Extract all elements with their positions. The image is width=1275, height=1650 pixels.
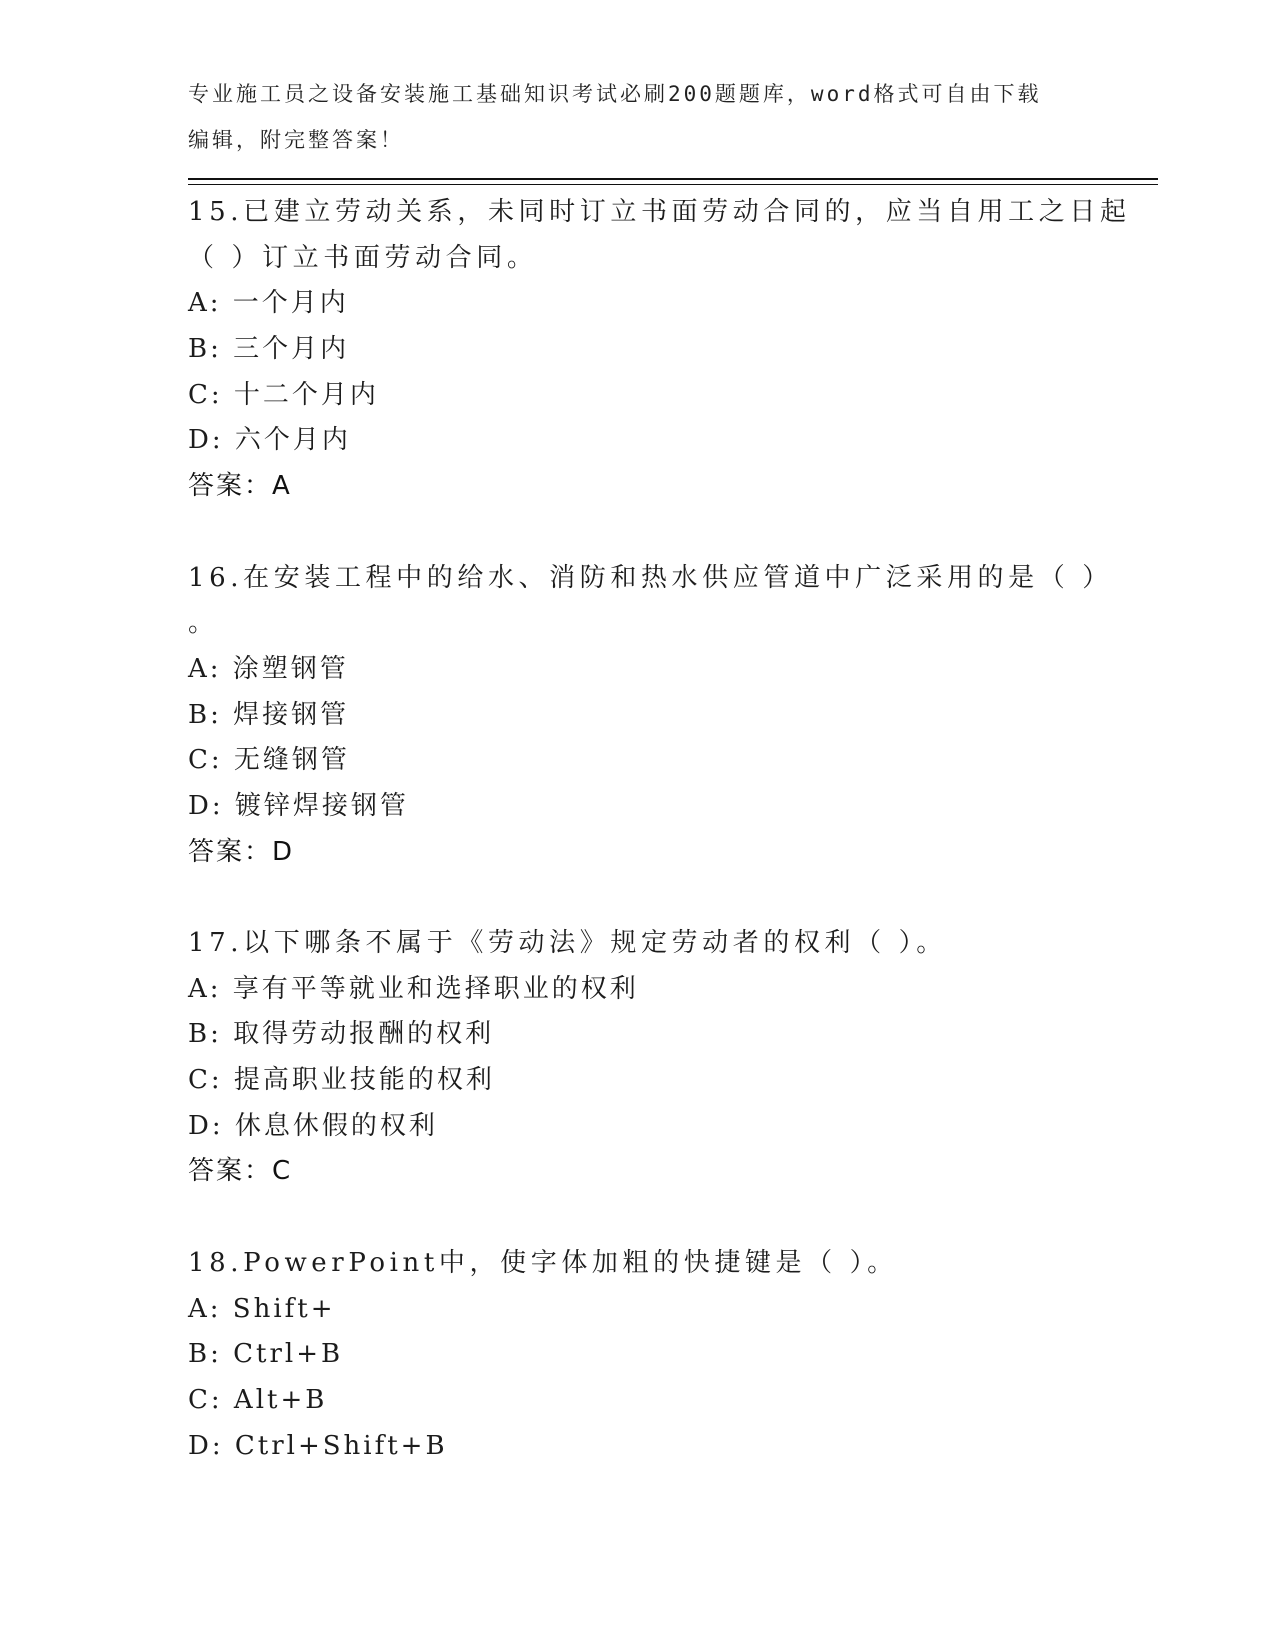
- option-c: C: 提高职业技能的权利: [188, 1065, 495, 1096]
- option-b: B: 取得劳动报酬的权利: [188, 1019, 495, 1050]
- question-16: [188, 556, 1113, 922]
- question-stem: [188, 921, 1088, 967]
- question-stem: [188, 190, 1131, 281]
- option-c: C: Alt+B: [188, 1384, 328, 1415]
- option-a: A: Shift+: [188, 1293, 336, 1324]
- question-stem-line: 15.已建立劳动关系，未同时订立书面劳动合同的，应当自用工之日起: [188, 197, 1131, 227]
- question-15: [188, 190, 1131, 556]
- document-header: [188, 72, 1068, 163]
- question-stem-line: 16.在安装工程中的给水、消防和热水供应管道中广泛采用的是（ ）: [188, 562, 1113, 593]
- option-a: A: 享有平等就业和选择职业的权利: [188, 973, 639, 1004]
- option-a: A: 涂塑钢管: [188, 653, 349, 684]
- option-a: A: 一个月内: [188, 288, 349, 319]
- question-spacer: [188, 1195, 1088, 1241]
- answer: 答案：C: [188, 1156, 293, 1187]
- option-d: D: 休息休假的权利: [188, 1110, 438, 1141]
- question-stem: [188, 556, 1113, 647]
- question-stem-line: （ ）订立书面劳动合同。: [188, 242, 538, 273]
- header-line-2: 编辑，附完整答案！: [188, 127, 404, 152]
- answer: 答案：A: [188, 471, 292, 502]
- option-d: D: Ctrl+Shift+B: [188, 1430, 448, 1461]
- question-stem: [188, 1241, 1088, 1287]
- question-spacer: [188, 875, 1088, 921]
- header-divider-thin: [188, 184, 1158, 185]
- question-stem-line: 。: [188, 608, 219, 639]
- option-b: B: Ctrl+B: [188, 1339, 344, 1370]
- question-stem-line: 17.以下哪条不属于《劳动法》规定劳动者的权利（ ）。: [188, 928, 947, 958]
- question-stem-line: 18.PowerPoint中，使字体加粗的快捷键是（ ）。: [188, 1247, 898, 1278]
- option-c: C: 十二个月内: [188, 379, 379, 410]
- question-spacer: [188, 510, 1088, 556]
- header-divider-thick: [188, 178, 1158, 180]
- option-b: B: 焊接钢管: [188, 699, 350, 730]
- question-18: [188, 1241, 1088, 1469]
- option-b: B: 三个月内: [188, 334, 350, 365]
- header-line-1: 专业施工员之设备安装施工基础知识考试必刷200题题库，word格式可自由下载: [188, 82, 1042, 106]
- answer: 答案：D: [188, 836, 295, 867]
- option-d: D: 六个月内: [188, 425, 351, 456]
- question-17: [188, 921, 1088, 1241]
- option-d: D: 镀锌焊接钢管: [188, 790, 409, 821]
- question-list: [188, 190, 1131, 1469]
- option-c: C: 无缝钢管: [188, 745, 350, 776]
